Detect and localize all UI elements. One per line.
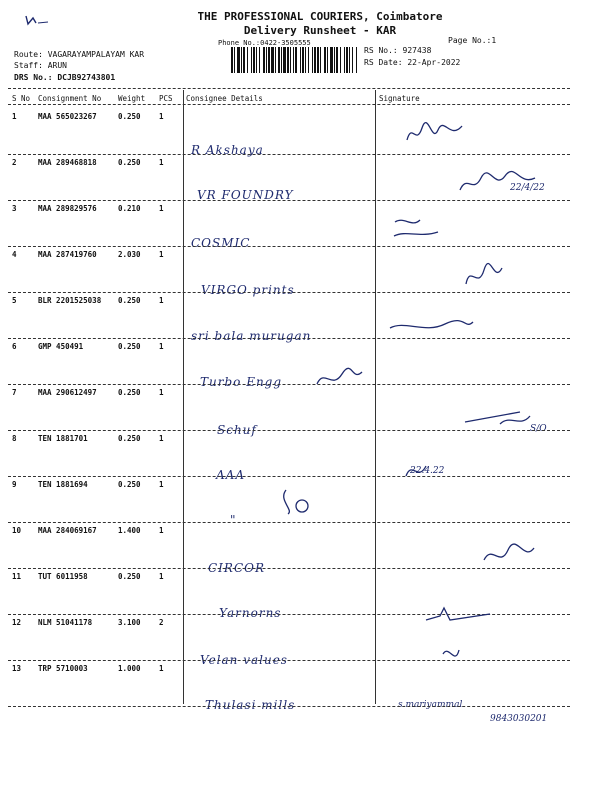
col-header-sno: S No — [12, 94, 31, 103]
barcode-bar — [275, 47, 276, 73]
signature-stroke — [426, 608, 490, 620]
cell-consignee: CIRCOR — [208, 561, 266, 575]
cell-weight: 0.250 — [118, 158, 141, 167]
cell-sno: 3 — [12, 204, 17, 213]
cell-consignment-no: MAA 289829576 — [38, 204, 97, 213]
cell-pcs: 1 — [159, 664, 164, 673]
barcode-bar — [327, 47, 328, 73]
cell-sno: 11 — [12, 572, 22, 581]
cell-consignee: VR FOUNDRY — [197, 188, 294, 202]
signature-mark — [460, 400, 550, 430]
row-separator — [8, 200, 570, 201]
barcode-bar — [283, 47, 286, 73]
cell-consignment-no: MAA 284069167 — [38, 526, 97, 535]
barcode-bar — [330, 47, 333, 73]
cell-consignment-no: TEN 1881701 — [38, 434, 88, 443]
signature-note: 22.4.22 — [410, 466, 445, 476]
cell-pcs: 1 — [159, 296, 164, 305]
barcode — [231, 47, 357, 73]
cell-sno: 12 — [12, 618, 22, 627]
cell-weight: 0.250 — [118, 388, 141, 397]
barcode-bar — [237, 47, 240, 73]
row-separator — [8, 384, 570, 385]
barcode-bar — [263, 47, 265, 73]
signature-mark — [420, 596, 510, 626]
barcode-bar — [234, 47, 235, 73]
signature-mark — [402, 120, 492, 150]
cell-consignee: Turbo Engg — [200, 375, 283, 389]
cell-weight: 0.250 — [118, 112, 141, 121]
signature-stroke — [465, 412, 530, 424]
barcode-bar — [320, 47, 321, 73]
signature-stroke — [460, 172, 535, 190]
barcode-bar — [247, 47, 248, 73]
cell-weight: 1.400 — [118, 526, 141, 535]
rs-date: RS Date: 22-Apr-2022 — [364, 58, 461, 67]
row-separator — [8, 246, 570, 247]
signature-mark — [312, 364, 402, 394]
row-separator — [8, 706, 570, 707]
cell-weight: 2.030 — [118, 250, 141, 259]
cell-weight: 3.100 — [118, 618, 141, 627]
col-header-consignee: Consignee Details — [186, 94, 263, 103]
barcode-bar — [281, 47, 282, 73]
cell-consignment-no: TRP 5710003 — [38, 664, 88, 673]
cell-consignee: COSMIC — [191, 236, 251, 250]
barcode-bar — [266, 47, 267, 73]
signature-stroke — [317, 368, 362, 384]
phone-number: Phone No.:0422-3505555 — [218, 39, 311, 47]
col-header-pcs: PCS — [159, 94, 173, 103]
signature-mark — [455, 168, 545, 198]
barcode-bar — [344, 47, 345, 73]
barcode-bar — [241, 47, 242, 73]
cell-consignment-no: TEN 1881694 — [38, 480, 88, 489]
signature-stroke — [390, 321, 473, 328]
signature-mark — [390, 210, 480, 240]
route-label: Route: VAGARAYAMPALAYAM KAR — [14, 50, 145, 59]
cell-weight: 0.250 — [118, 434, 141, 443]
cell-consignee: " — [230, 513, 237, 527]
signature-mark — [458, 262, 548, 292]
cell-consignee: Schuf — [217, 423, 257, 437]
barcode-bar — [340, 47, 341, 73]
barcode-bar — [349, 47, 350, 73]
signature-stroke — [466, 263, 502, 284]
cell-pcs: 1 — [159, 158, 164, 167]
cell-pcs: 1 — [159, 204, 164, 213]
cell-pcs: 1 — [159, 388, 164, 397]
barcode-bar — [287, 47, 289, 73]
cell-pcs: 2 — [159, 618, 164, 627]
cell-weight: 1.000 — [118, 664, 141, 673]
row-separator — [8, 154, 570, 155]
cell-weight: 0.250 — [118, 572, 141, 581]
barcode-bar — [278, 47, 280, 73]
barcode-bar — [356, 47, 357, 73]
cell-sno: 9 — [12, 480, 17, 489]
cell-sno: 4 — [12, 250, 17, 259]
barcode-bar — [324, 47, 326, 73]
cell-sno: 10 — [12, 526, 22, 535]
col-header-weight: Weight — [118, 94, 146, 103]
cell-weight: 0.250 — [118, 296, 141, 305]
barcode-bar — [312, 47, 313, 73]
barcode-bar — [259, 47, 260, 73]
cell-consignee: VIRGO prints — [201, 283, 295, 297]
barcode-bar — [305, 47, 306, 73]
barcode-bar — [352, 47, 353, 73]
signature-stroke — [284, 490, 308, 514]
cell-consignee: sri bala murugan — [191, 329, 312, 343]
signature-stroke — [443, 650, 459, 656]
cell-consignee: AAA — [216, 468, 245, 482]
cell-consignee: Velan values — [200, 653, 288, 667]
barcode-bar — [300, 47, 301, 73]
signature-mark — [478, 540, 568, 570]
cell-consignment-no: TUT 6011958 — [38, 572, 88, 581]
signature-mark — [435, 640, 525, 670]
drs-number: DRS No.: DCJB92743801 — [14, 73, 116, 82]
cell-weight: 0.250 — [118, 480, 141, 489]
rs-number: RS No.: 927438 — [364, 46, 432, 55]
page-number: Page No.:1 — [448, 36, 497, 45]
cell-pcs: 1 — [159, 434, 164, 443]
barcode-bar — [293, 47, 294, 73]
cell-pcs: 1 — [159, 250, 164, 259]
cell-sno: 6 — [12, 342, 17, 351]
signature-note: 22/4/22 — [510, 183, 545, 193]
cell-sno: 2 — [12, 158, 17, 167]
signature-mark — [385, 310, 475, 340]
barcode-bar — [251, 47, 252, 73]
barcode-bar — [290, 47, 291, 73]
barcode-bar — [308, 47, 309, 73]
row-separator — [8, 292, 570, 293]
col-header-signature: Signature — [379, 94, 420, 103]
cell-sno: 5 — [12, 296, 17, 305]
barcode-bar — [295, 47, 297, 73]
barcode-bar — [256, 47, 257, 73]
signature-mark — [276, 486, 366, 516]
cell-pcs: 1 — [159, 342, 164, 351]
cell-consignee: Yarnorns — [219, 606, 282, 620]
table-top-rule — [8, 88, 570, 89]
cell-consignment-no: NLM 51041178 — [38, 618, 93, 627]
signature-stroke — [407, 123, 462, 140]
row-separator — [8, 430, 570, 431]
column-divider — [183, 90, 184, 704]
barcode-bar — [253, 47, 255, 73]
company-title: THE PROFESSIONAL COURIERS, Coimbatore — [197, 10, 443, 23]
barcode-bar — [336, 47, 338, 73]
cell-consignment-no: GMP 450491 — [38, 342, 84, 351]
cell-weight: 0.210 — [118, 204, 141, 213]
cell-pcs: 1 — [159, 572, 164, 581]
barcode-bar — [231, 47, 233, 73]
barcode-bar — [271, 47, 274, 73]
signature-note: S/O — [530, 424, 547, 434]
signature-stroke — [394, 220, 438, 236]
cell-consignment-no: MAA 565023267 — [38, 112, 97, 121]
cell-consignment-no: MAA 287419760 — [38, 250, 97, 259]
document-subtitle: Delivery Runsheet - KAR — [243, 24, 397, 37]
cell-pcs: 1 — [159, 112, 164, 121]
barcode-bar — [243, 47, 245, 73]
barcode-bar — [314, 47, 316, 73]
cell-pcs: 1 — [159, 480, 164, 489]
signature-stroke — [406, 466, 426, 476]
barcode-bar — [268, 47, 270, 73]
signature-note: s.mariyammal — [398, 700, 463, 710]
staff-label: Staff: ARUN — [14, 61, 67, 70]
cell-consignment-no: MAA 290612497 — [38, 388, 97, 397]
cell-pcs: 1 — [159, 526, 164, 535]
row-separator — [8, 338, 570, 339]
signature-mark — [400, 456, 490, 486]
cell-consignment-no: MAA 289468818 — [38, 158, 97, 167]
barcode-bar — [346, 47, 348, 73]
barcode-bar — [317, 47, 319, 73]
cell-sno: 8 — [12, 434, 17, 443]
row-separator — [8, 522, 570, 523]
column-divider — [375, 90, 376, 704]
cell-sno: 7 — [12, 388, 17, 397]
signature-stroke — [484, 544, 534, 560]
cell-sno: 1 — [12, 112, 17, 121]
cell-weight: 0.250 — [118, 342, 141, 351]
col-header-consignment: Consignment No — [38, 94, 102, 103]
barcode-bar — [334, 47, 335, 73]
phone-note: 9843030201 — [490, 714, 548, 724]
barcode-bar — [302, 47, 304, 73]
cell-consignee: R Akshaya — [191, 143, 264, 157]
cell-consignment-no: BLR 2201525038 — [38, 296, 102, 305]
table-header-rule — [8, 104, 570, 105]
cell-sno: 13 — [12, 664, 22, 673]
cell-consignee: Thulasi mills — [205, 698, 296, 712]
